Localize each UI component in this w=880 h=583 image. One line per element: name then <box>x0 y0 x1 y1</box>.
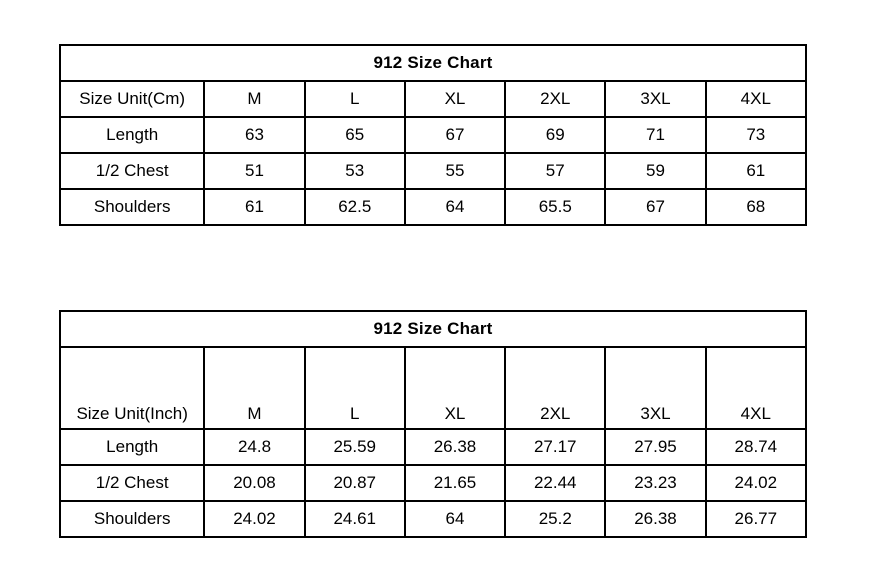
cell-shoulders-2xl: 65.5 <box>505 189 605 225</box>
table-row <box>60 465 806 501</box>
cell-shoulders-2xl: 25.2 <box>505 501 605 537</box>
cell-shoulders-4xl: 26.77 <box>706 501 806 537</box>
cell-length-4xl: 28.74 <box>706 429 806 465</box>
size-chart-cm <box>59 44 807 226</box>
row-label-length: Length <box>60 429 204 465</box>
cell-length-xl: 67 <box>405 117 505 153</box>
column-header-2xl: 2XL <box>505 347 605 429</box>
cell-chest-3xl: 59 <box>605 153 705 189</box>
cell-length-3xl: 71 <box>605 117 705 153</box>
table-header-row <box>60 347 806 429</box>
cell-chest-xl: 55 <box>405 153 505 189</box>
unit-label: Size Unit(Inch) <box>60 347 204 429</box>
table-title-row <box>60 311 806 347</box>
column-header-4xl: 4XL <box>706 81 806 117</box>
cell-shoulders-xl: 64 <box>405 189 505 225</box>
column-header-xl: XL <box>405 347 505 429</box>
cell-length-m: 63 <box>204 117 304 153</box>
column-header-m: M <box>204 347 304 429</box>
cell-chest-xl: 21.65 <box>405 465 505 501</box>
cell-chest-l: 20.87 <box>305 465 405 501</box>
column-header-l: L <box>305 347 405 429</box>
unit-label: Size Unit(Cm) <box>60 81 204 117</box>
cell-length-2xl: 27.17 <box>505 429 605 465</box>
cell-chest-m: 51 <box>204 153 304 189</box>
chart-title: 912 Size Chart <box>60 45 806 81</box>
cell-chest-m: 20.08 <box>204 465 304 501</box>
table-header-row <box>60 81 806 117</box>
column-header-l: L <box>305 81 405 117</box>
column-header-xl: XL <box>405 81 505 117</box>
size-chart-table-cm <box>59 44 807 226</box>
cell-length-4xl: 73 <box>706 117 806 153</box>
cell-shoulders-l: 62.5 <box>305 189 405 225</box>
column-header-3xl: 3XL <box>605 81 705 117</box>
cell-chest-2xl: 57 <box>505 153 605 189</box>
cell-chest-3xl: 23.23 <box>605 465 705 501</box>
cell-length-m: 24.8 <box>204 429 304 465</box>
size-chart-table-inch <box>59 310 807 538</box>
table-row <box>60 429 806 465</box>
cell-shoulders-m: 61 <box>204 189 304 225</box>
row-label-shoulders: Shoulders <box>60 501 204 537</box>
table-row <box>60 501 806 537</box>
size-chart-inch <box>59 310 807 538</box>
row-label-half-chest: 1/2 Chest <box>60 465 204 501</box>
cell-shoulders-3xl: 67 <box>605 189 705 225</box>
cell-length-3xl: 27.95 <box>605 429 705 465</box>
cell-length-l: 25.59 <box>305 429 405 465</box>
cell-length-xl: 26.38 <box>405 429 505 465</box>
chart-title: 912 Size Chart <box>60 311 806 347</box>
cell-length-2xl: 69 <box>505 117 605 153</box>
column-header-2xl: 2XL <box>505 81 605 117</box>
row-label-shoulders: Shoulders <box>60 189 204 225</box>
cell-shoulders-m: 24.02 <box>204 501 304 537</box>
cell-length-l: 65 <box>305 117 405 153</box>
column-header-m: M <box>204 81 304 117</box>
table-row <box>60 189 806 225</box>
cell-shoulders-l: 24.61 <box>305 501 405 537</box>
cell-shoulders-xl: 64 <box>405 501 505 537</box>
column-header-3xl: 3XL <box>605 347 705 429</box>
cell-chest-2xl: 22.44 <box>505 465 605 501</box>
row-label-length: Length <box>60 117 204 153</box>
table-row <box>60 153 806 189</box>
cell-chest-l: 53 <box>305 153 405 189</box>
cell-chest-4xl: 24.02 <box>706 465 806 501</box>
row-label-half-chest: 1/2 Chest <box>60 153 204 189</box>
table-title-row <box>60 45 806 81</box>
cell-shoulders-3xl: 26.38 <box>605 501 705 537</box>
cell-chest-4xl: 61 <box>706 153 806 189</box>
column-header-4xl: 4XL <box>706 347 806 429</box>
cell-shoulders-4xl: 68 <box>706 189 806 225</box>
table-row <box>60 117 806 153</box>
